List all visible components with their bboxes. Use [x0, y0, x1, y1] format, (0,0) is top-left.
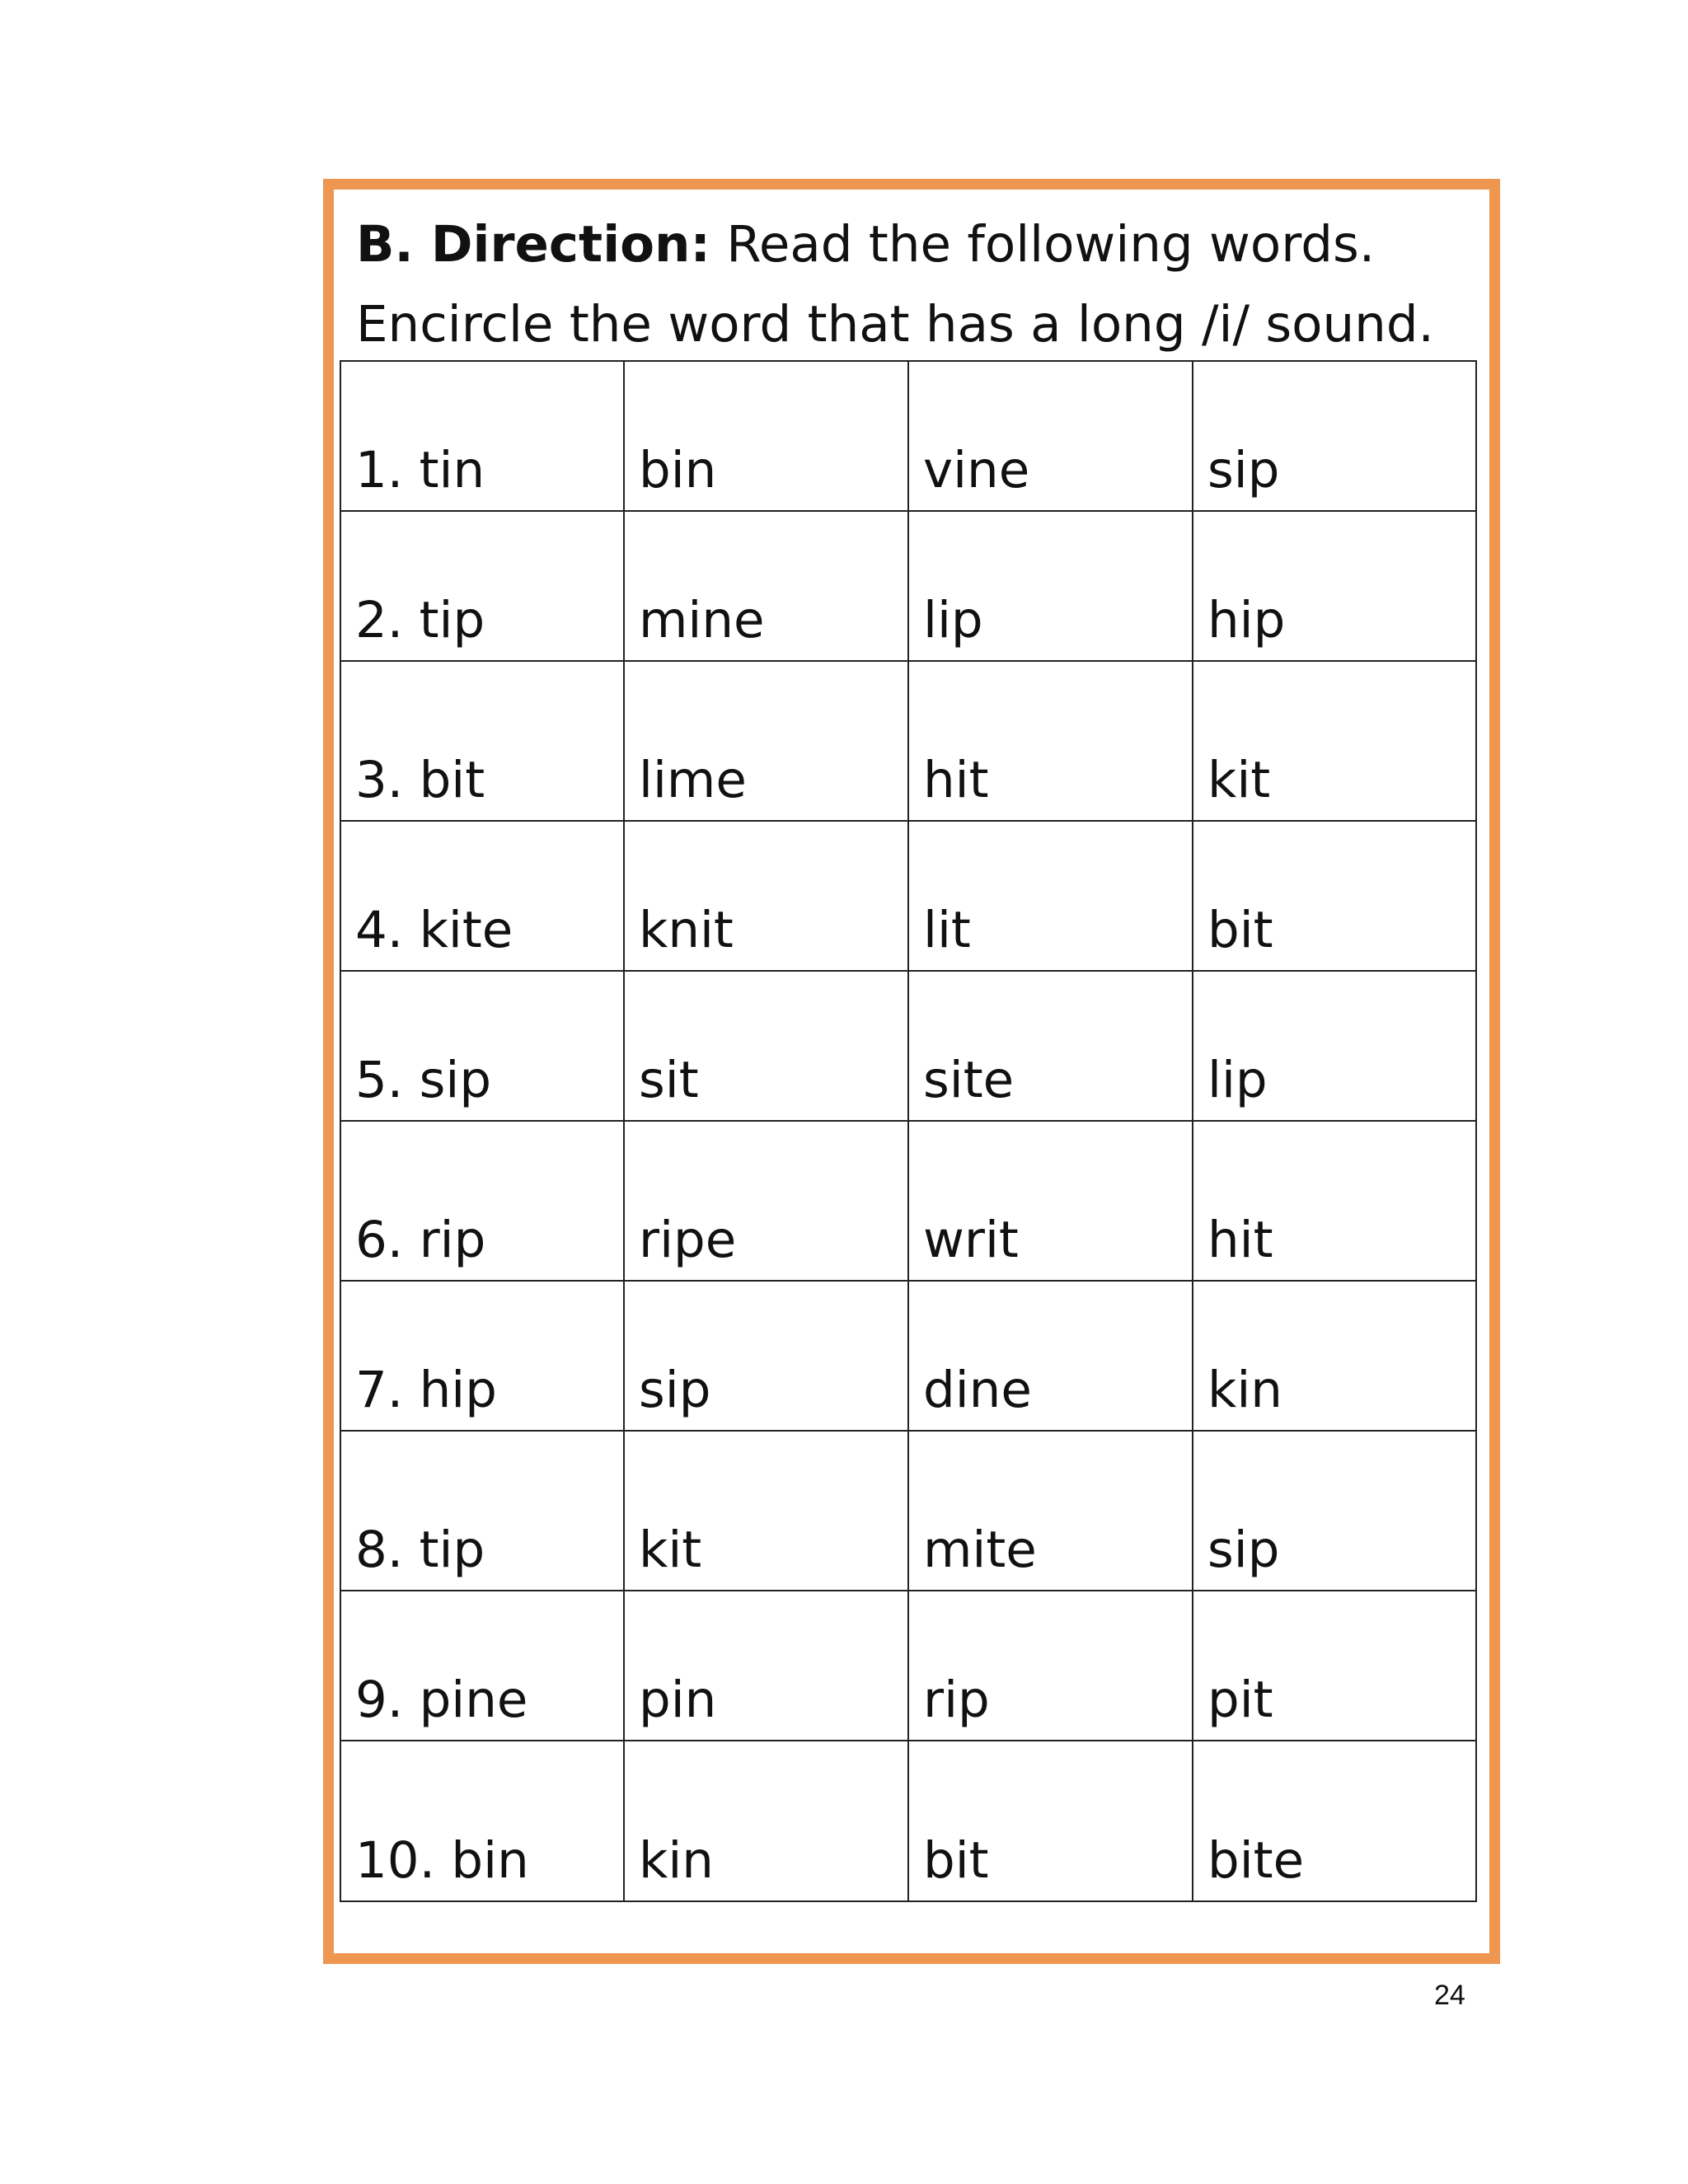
word-cell[interactable]: bite — [1193, 1741, 1476, 1901]
word-cell[interactable]: 10. bin — [340, 1741, 624, 1901]
page-number: 24 — [1434, 1980, 1465, 2011]
word-cell[interactable]: knit — [624, 821, 908, 971]
word-cell[interactable]: rip — [908, 1591, 1193, 1741]
word-cell[interactable]: lit — [908, 821, 1193, 971]
word-cell[interactable]: hit — [1193, 1121, 1476, 1281]
direction-instruction — [356, 204, 1485, 364]
word-cell[interactable]: 6. rip — [340, 1121, 624, 1281]
word-cell[interactable]: lip — [908, 511, 1193, 661]
word-cell[interactable]: hip — [1193, 511, 1476, 661]
word-cell[interactable]: bit — [1193, 821, 1476, 971]
word-cell[interactable]: kin — [1193, 1281, 1476, 1431]
word-cell[interactable]: sip — [1193, 361, 1476, 511]
word-cell[interactable]: pit — [1193, 1591, 1476, 1741]
word-cell[interactable]: writ — [908, 1121, 1193, 1281]
word-cell[interactable]: site — [908, 971, 1193, 1121]
word-cell[interactable]: 2. tip — [340, 511, 624, 661]
word-cell[interactable]: pin — [624, 1591, 908, 1741]
word-cell[interactable]: bit — [908, 1741, 1193, 1901]
word-cell[interactable]: dine — [908, 1281, 1193, 1431]
word-cell[interactable]: 1. tin — [340, 361, 624, 511]
table-row — [340, 661, 1476, 821]
word-cell[interactable]: ripe — [624, 1121, 908, 1281]
direction-label: B. Direction: — [356, 215, 710, 274]
word-cell[interactable]: 7. hip — [340, 1281, 624, 1431]
word-cell[interactable]: lip — [1193, 971, 1476, 1121]
word-cell[interactable]: lime — [624, 661, 908, 821]
word-cell[interactable]: mite — [908, 1431, 1193, 1591]
word-cell[interactable]: kit — [1193, 661, 1476, 821]
table-row — [340, 511, 1476, 661]
table-row — [340, 821, 1476, 971]
word-cell[interactable]: 3. bit — [340, 661, 624, 821]
table-row — [340, 361, 1476, 511]
word-cell[interactable]: hit — [908, 661, 1193, 821]
direction-text: Read the following words. Encircle the word that has a long /i/ sound. — [356, 215, 1434, 354]
table-row — [340, 1431, 1476, 1591]
table-row — [340, 1281, 1476, 1431]
word-cell[interactable]: 8. tip — [340, 1431, 624, 1591]
word-cell[interactable]: bin — [624, 361, 908, 511]
word-cell[interactable]: sip — [624, 1281, 908, 1431]
word-cell[interactable]: sit — [624, 971, 908, 1121]
table-row — [340, 1121, 1476, 1281]
word-cell[interactable]: kin — [624, 1741, 908, 1901]
word-table — [340, 360, 1477, 1902]
table-row — [340, 1741, 1476, 1901]
word-cell[interactable]: 5. sip — [340, 971, 624, 1121]
word-cell[interactable]: vine — [908, 361, 1193, 511]
word-cell[interactable]: 4. kite — [340, 821, 624, 971]
word-cell[interactable]: mine — [624, 511, 908, 661]
table-row — [340, 1591, 1476, 1741]
word-cell[interactable]: sip — [1193, 1431, 1476, 1591]
word-cell[interactable]: kit — [624, 1431, 908, 1591]
table-row — [340, 971, 1476, 1121]
word-cell[interactable]: 9. pine — [340, 1591, 624, 1741]
